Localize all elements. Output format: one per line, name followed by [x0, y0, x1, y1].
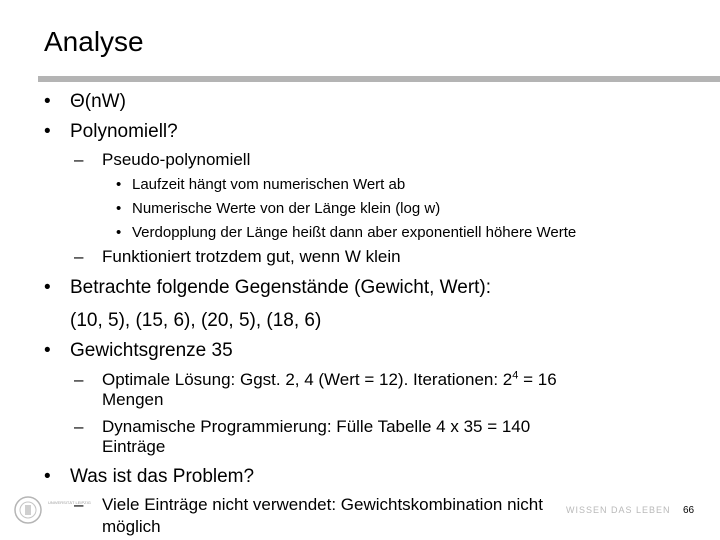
- bullet-dot: •: [116, 200, 122, 217]
- bullet-text: Optimale Lösung: Ggst. 2, 4 (Wert = 12). Iterationen: $2^4 = 16$: [102, 369, 557, 389]
- bullet-dot: •: [116, 224, 122, 241]
- bullet-text: Verdopplung der Länge heißt dann aber exponentiell höhere Werte: [132, 224, 577, 241]
- bullet-dot: •: [44, 466, 51, 487]
- bullet-dash: –: [74, 247, 84, 266]
- bullet-text: Θ(nW): [70, 91, 126, 112]
- bullet-dash: –: [74, 495, 84, 514]
- viele-continuation: möglich: [102, 517, 161, 536]
- university-name: UNIVERSITÄT LEIPZIG: [48, 500, 91, 505]
- university-seal-icon: [14, 494, 42, 526]
- bullet-text: Dynamische Programmierung: Fülle Tabelle 4 x 35 = 140: [102, 417, 531, 436]
- page-number: 66: [683, 505, 695, 516]
- bullet-dot: •: [44, 121, 51, 142]
- bullet-text: Viele Einträge nicht verwendet: Gewichtskombination nicht: [102, 495, 543, 514]
- bullet-text: Polynomiell?: [70, 121, 178, 142]
- bullet-text: Gewichtsgrenze 35: [70, 340, 233, 361]
- dynamische-continuation: Einträge: [102, 437, 166, 456]
- exponent: 4: [512, 369, 519, 382]
- bullet-dot: •: [44, 91, 51, 112]
- bullet-text: Was ist das Problem?: [70, 466, 255, 487]
- bullet-text: Laufzeit hängt vom numerischen Wert ab: [132, 176, 406, 193]
- title-divider: [38, 76, 720, 82]
- bullet-dash: –: [74, 370, 84, 389]
- slide-title: Analyse: [44, 26, 144, 57]
- bullet-dot: •: [44, 340, 51, 361]
- bullet-dash: –: [74, 150, 84, 169]
- bullet-text: Betrachte folgende Gegenstände (Gewicht, Wert):: [70, 277, 492, 298]
- bullet-text: Pseudo-polynomiell: [102, 150, 251, 169]
- bullet-text: Funktioniert trotzdem gut, wenn W klein: [102, 247, 401, 266]
- items-list: (10, 5), (15, 6), (20, 5), (18, 6): [70, 310, 322, 331]
- footer-motto: WISSEN DAS LEBEN: [566, 505, 671, 515]
- optimale-continuation: Mengen: [102, 390, 164, 409]
- bullet-dot: •: [116, 176, 122, 193]
- bullet-dash: –: [74, 417, 84, 436]
- bullet-text: Numerische Werte von der Länge klein (log w): [132, 200, 441, 217]
- bullet-dot: •: [44, 277, 51, 298]
